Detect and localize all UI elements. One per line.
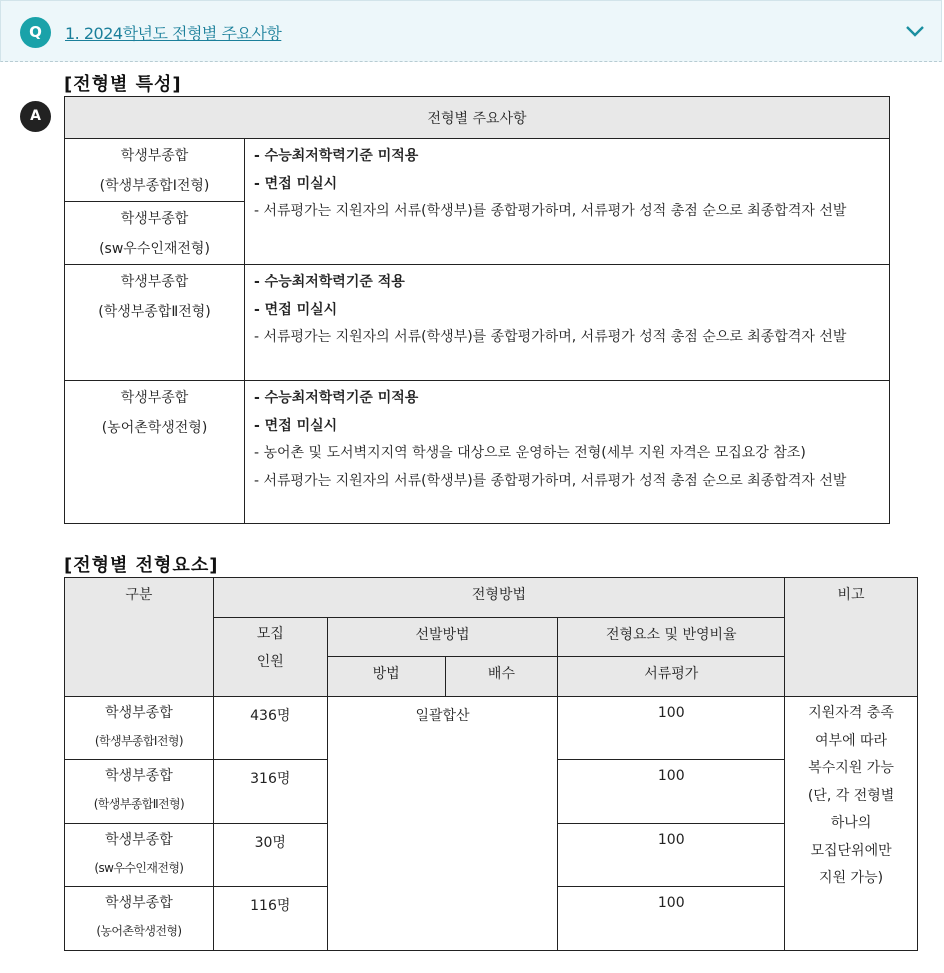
note-cell: 지원자격 충족 여부에 따라 복수지원 가능 (단, 각 전형별 하나의 모집단위에만 지원 가능) [785,697,918,951]
chevron-down-icon[interactable] [903,19,927,43]
question-title[interactable]: 1. 2024학년도 전형별 주요사항 [65,24,282,43]
header-recruit: 모집 인원 [213,618,327,697]
header-how: 방법 [327,657,445,697]
header-category: 구분 [65,578,214,697]
table-cell: 100 [558,760,785,824]
header-note: 비고 [785,578,918,697]
table-cell: 학생부종합 (sw우수인재전형) [65,824,214,887]
table-cell: - 수능최저학력기준 미적용 - 면접 미실시 - 농어촌 및 도서벽지지역 학생을 대상으로 운영하는 전형(세부 지원 자격은 모집요강 참조) - 서류평가는 지원자의 서류(학생부)를 종합평가하며, 서류평가 성적 총점 순으로 최종합격자 선발 [245,381,890,524]
header-doc-eval: 서류평가 [558,657,785,697]
table-cell: 100 [558,824,785,887]
faq-question-header[interactable] [0,0,942,62]
table-cell: 학생부종합 (학생부종합Ⅰ전형) [65,697,214,760]
table-cell: 학생부종합 (학생부종합Ⅱ전형) [65,265,245,381]
table-cell: 316명 [213,760,327,824]
header-ratio: 전형요소 및 반영비율 [558,618,785,657]
table-header: 전형별 주요사항 [65,97,890,139]
answer-badge: A [20,101,51,132]
section-title-elements: [전형별 전형요소] [64,555,219,576]
header-multiple: 배수 [445,657,558,697]
header-selection: 선발방법 [327,618,558,657]
section-title-characteristics: [전형별 특성] [64,74,182,95]
table-cell: - 수능최저학력기준 적용 - 면접 미실시 - 서류평가는 지원자의 서류(학생부)를 종합평가하며, 서류평가 성적 총점 순으로 최종합격자 선발 [245,265,890,381]
characteristics-table [64,96,890,524]
table-cell: 30명 [213,824,327,887]
elements-table [64,577,918,951]
table-cell: 학생부종합 (학생부종합Ⅱ전형) [65,760,214,824]
table-cell: 436명 [213,697,327,760]
table-cell: 100 [558,887,785,951]
table-cell: 학생부종합 (sw우수인재전형) [65,202,245,265]
table-cell: 116명 [213,887,327,951]
table-cell: 학생부종합 (농어촌학생전형) [65,381,245,524]
header-method: 전형방법 [213,578,784,618]
table-cell: 일괄합산 [327,697,558,951]
table-cell: 100 [558,697,785,760]
question-badge: Q [20,17,51,48]
table-cell: 학생부종합 (학생부종합Ⅰ전형) [65,139,245,202]
table-cell: 학생부종합 (농어촌학생전형) [65,887,214,951]
table-cell: - 수능최저학력기준 미적용 - 면접 미실시 - 서류평가는 지원자의 서류(학생부)를 종합평가하며, 서류평가 성적 총점 순으로 최종합격자 선발 [245,139,890,265]
